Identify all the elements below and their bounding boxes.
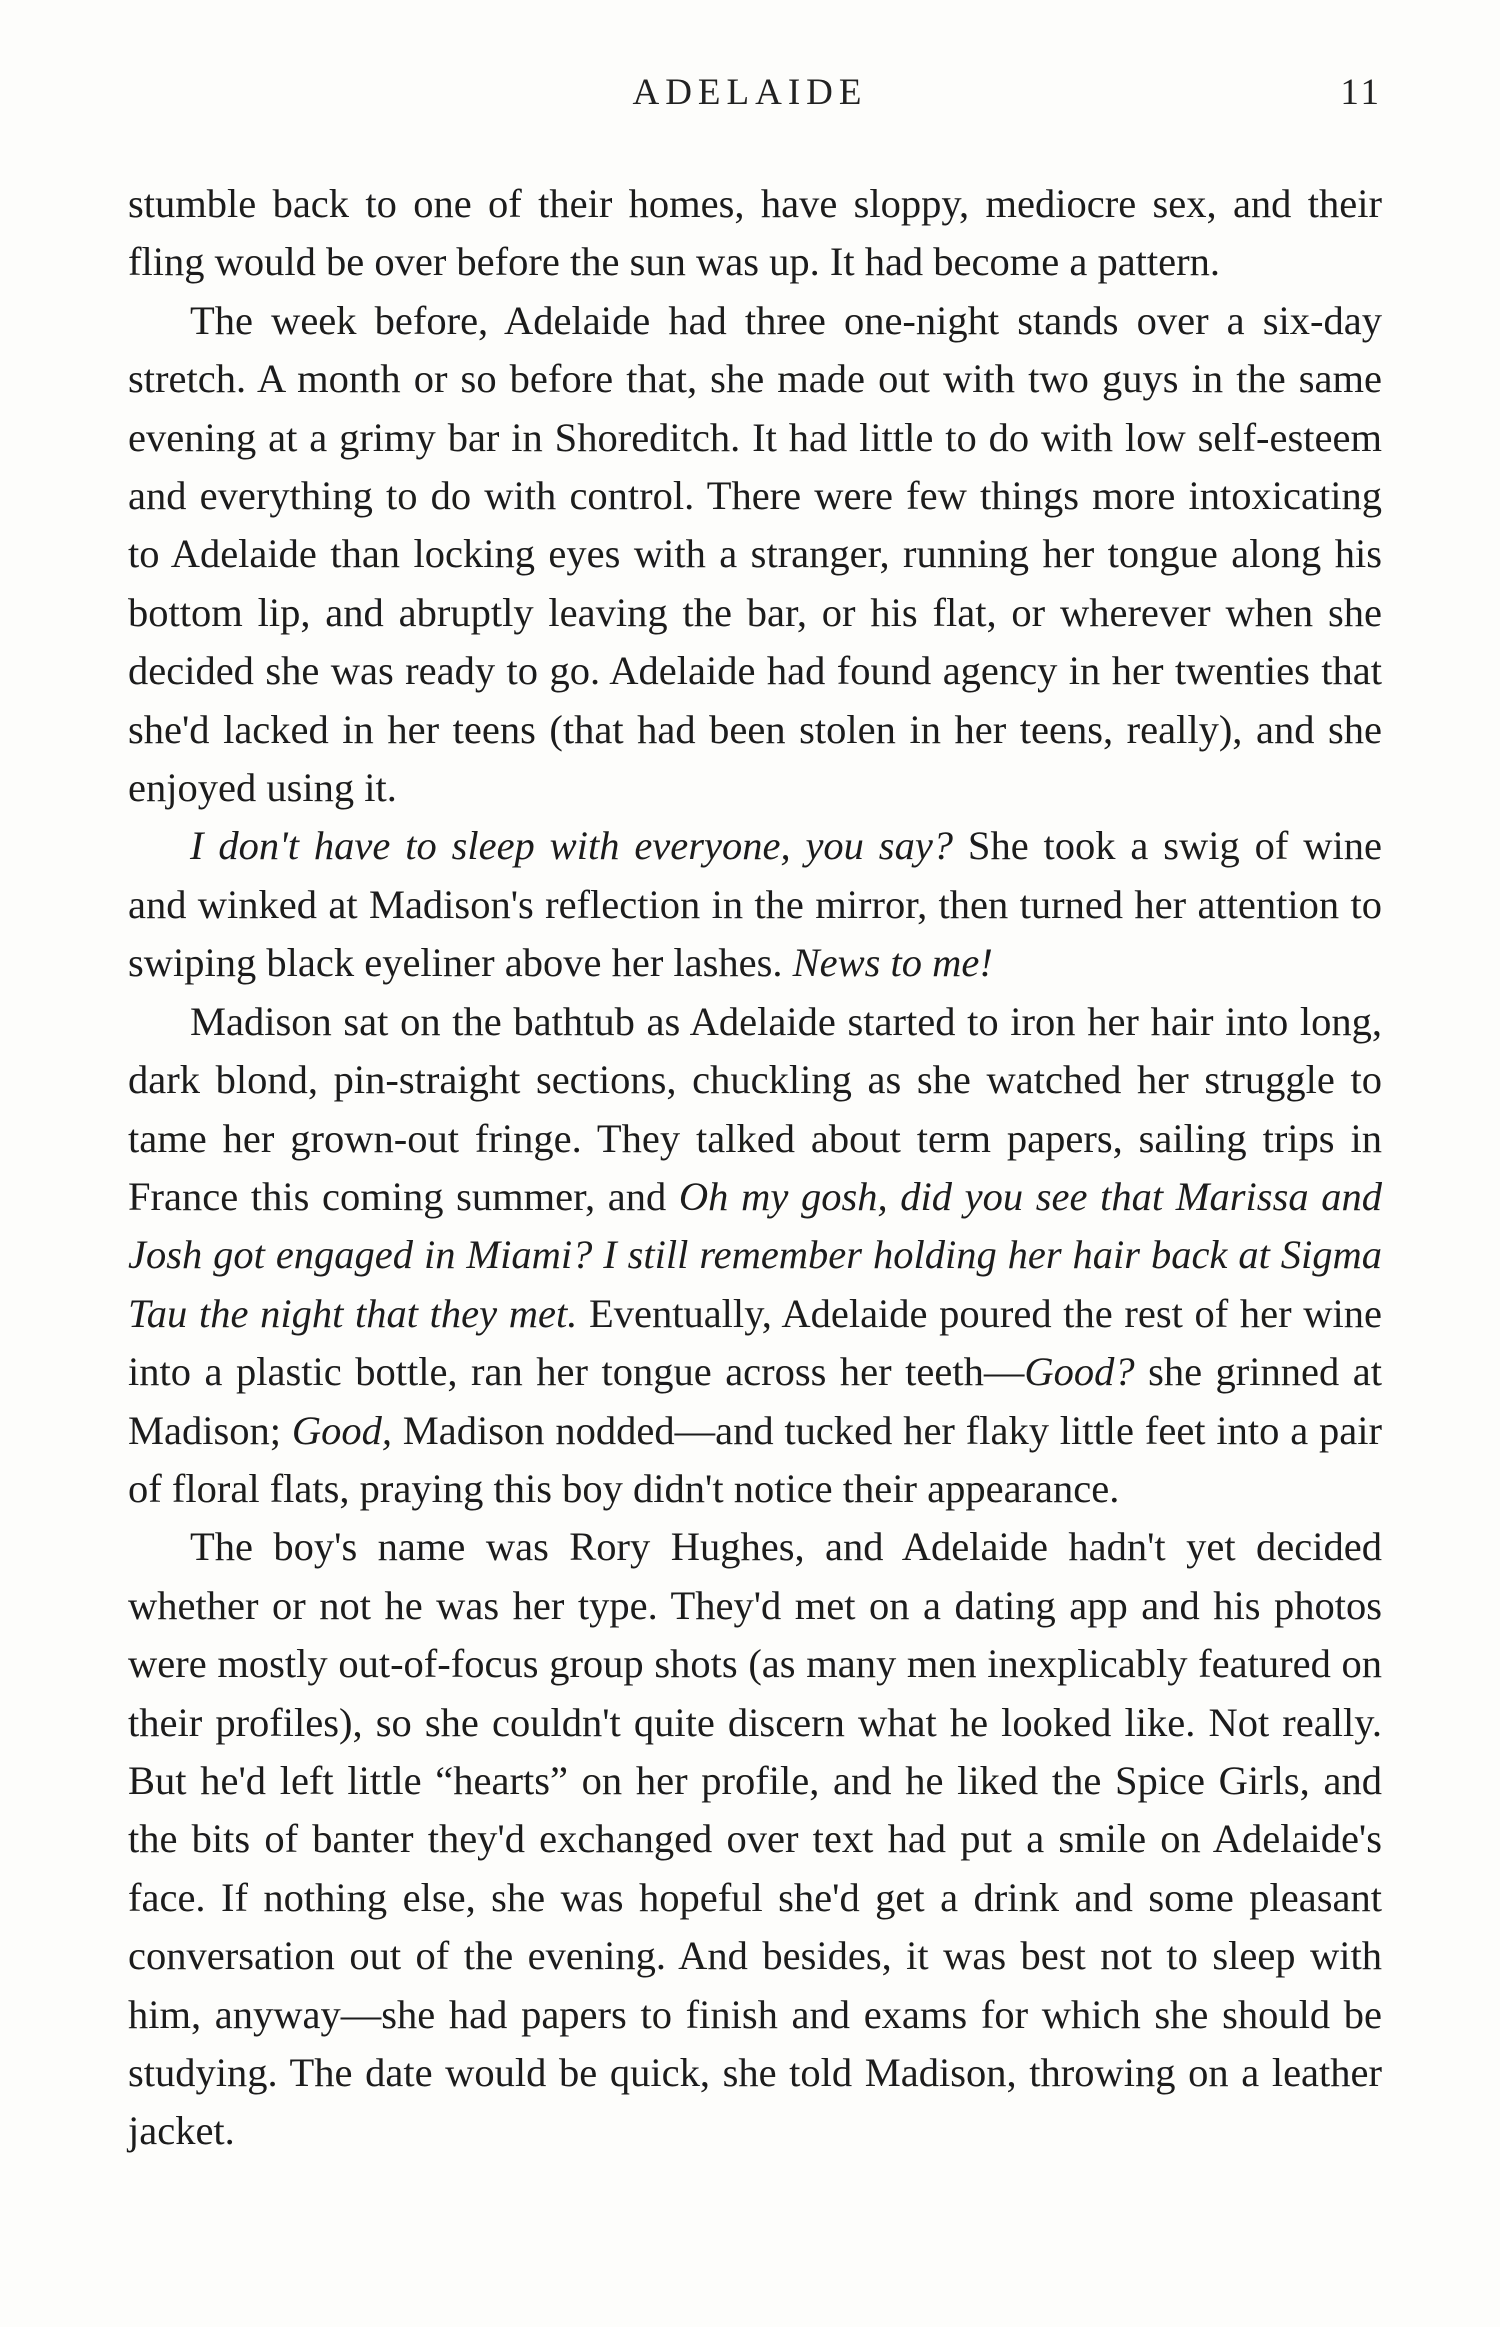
paragraph-4-italic-1: Oh my gosh, did you see that Marissa and Josh got engaged in Miami? I still remember holding her hair back at Sigma Tau the night that they met. (128, 1173, 1382, 1336)
paragraph-3 (128, 817, 1382, 992)
paragraph-3-text-1: She took a swig of wine and winked at Madison's reflection in the mirror, then turned her attention to swiping black eyeliner above her lashes. (128, 823, 1382, 986)
paragraph-4-text-3: she grinned at Madison; (128, 1349, 1383, 1453)
paragraph-4-text-1: Madison sat on the bathtub as Adelaide started to iron her hair into long, dark blond, pin-straight sections, chuckling as she watched her struggle to tame her grown-out fringe. They talked about term papers, sailing trips in France this coming summer, and (128, 998, 1382, 1219)
paragraph-1 (128, 175, 1382, 292)
paragraph-3-italic-1: I don't have to sleep with everyone, you say? (190, 823, 954, 869)
paragraph-3-italic-2: News to me! (792, 940, 993, 986)
paragraph-5 (128, 1518, 1382, 2160)
paragraph-4-italic-3: Good, (291, 1407, 392, 1453)
body-text (128, 175, 1382, 2161)
running-header (0, 68, 1500, 118)
paragraph-4-text-4: Madison nodded—and tucked her flaky little feet into a pair of floral flats, praying this boy didn't notice their appearance. (128, 1407, 1382, 1511)
paragraph-5-text: The boy's name was Rory Hughes, and Adelaide hadn't yet decided whether or not he was her type. They'd met on a dating app and his photos were mostly out-of-focus group shots (as many men inexplicably featured on their profiles), so she couldn't quite discern what he looked like. Not really. But he'd left little “hearts” on her profile, and he liked the Spice Girls, and the bits of banter they'd exchanged over text had put a smile on Adelaide's face. If nothing else, she was hopeful she'd get a drink and some pleasant conversation out of the evening. And besides, it was best not to sleep with him, anyway—she had papers to finish and exams for which she should be studying. The date would be quick, she told Madison, throwing on a leather jacket. (128, 1524, 1382, 2154)
chapter-title: ADELAIDE (632, 72, 868, 113)
paragraph-4-text-2: Eventually, Adelaide poured the rest of her wine into a plastic bottle, ran her tongue across her teeth— (128, 1290, 1382, 1395)
page-number: 11 (1340, 72, 1382, 113)
paragraph-4-italic-2: Good? (1024, 1349, 1135, 1395)
paragraph-4 (128, 993, 1382, 1519)
paragraph-1-text: stumble back to one of their homes, have sloppy, mediocre sex, and their fling would be over before the sun was up. It had become a pattern. (128, 181, 1382, 285)
paragraph-2 (128, 292, 1382, 818)
paragraph-2-text: The week before, Adelaide had three one-night stands over a six-day stretch. A month or so before that, she made out with two guys in the same evening at a grimy bar in Shoreditch. It had little to do with low self-esteem and everything to do with control. There were few things more intoxicating to Adelaide than locking eyes with a stranger, running her tongue along his bottom lip, and abruptly leaving the bar, or his flat, or wherever when she decided she was ready to go. Adelaide had found agency in her twenties that she'd lacked in her teens (that had been stolen in her teens, really), and she enjoyed using it. (128, 297, 1382, 811)
